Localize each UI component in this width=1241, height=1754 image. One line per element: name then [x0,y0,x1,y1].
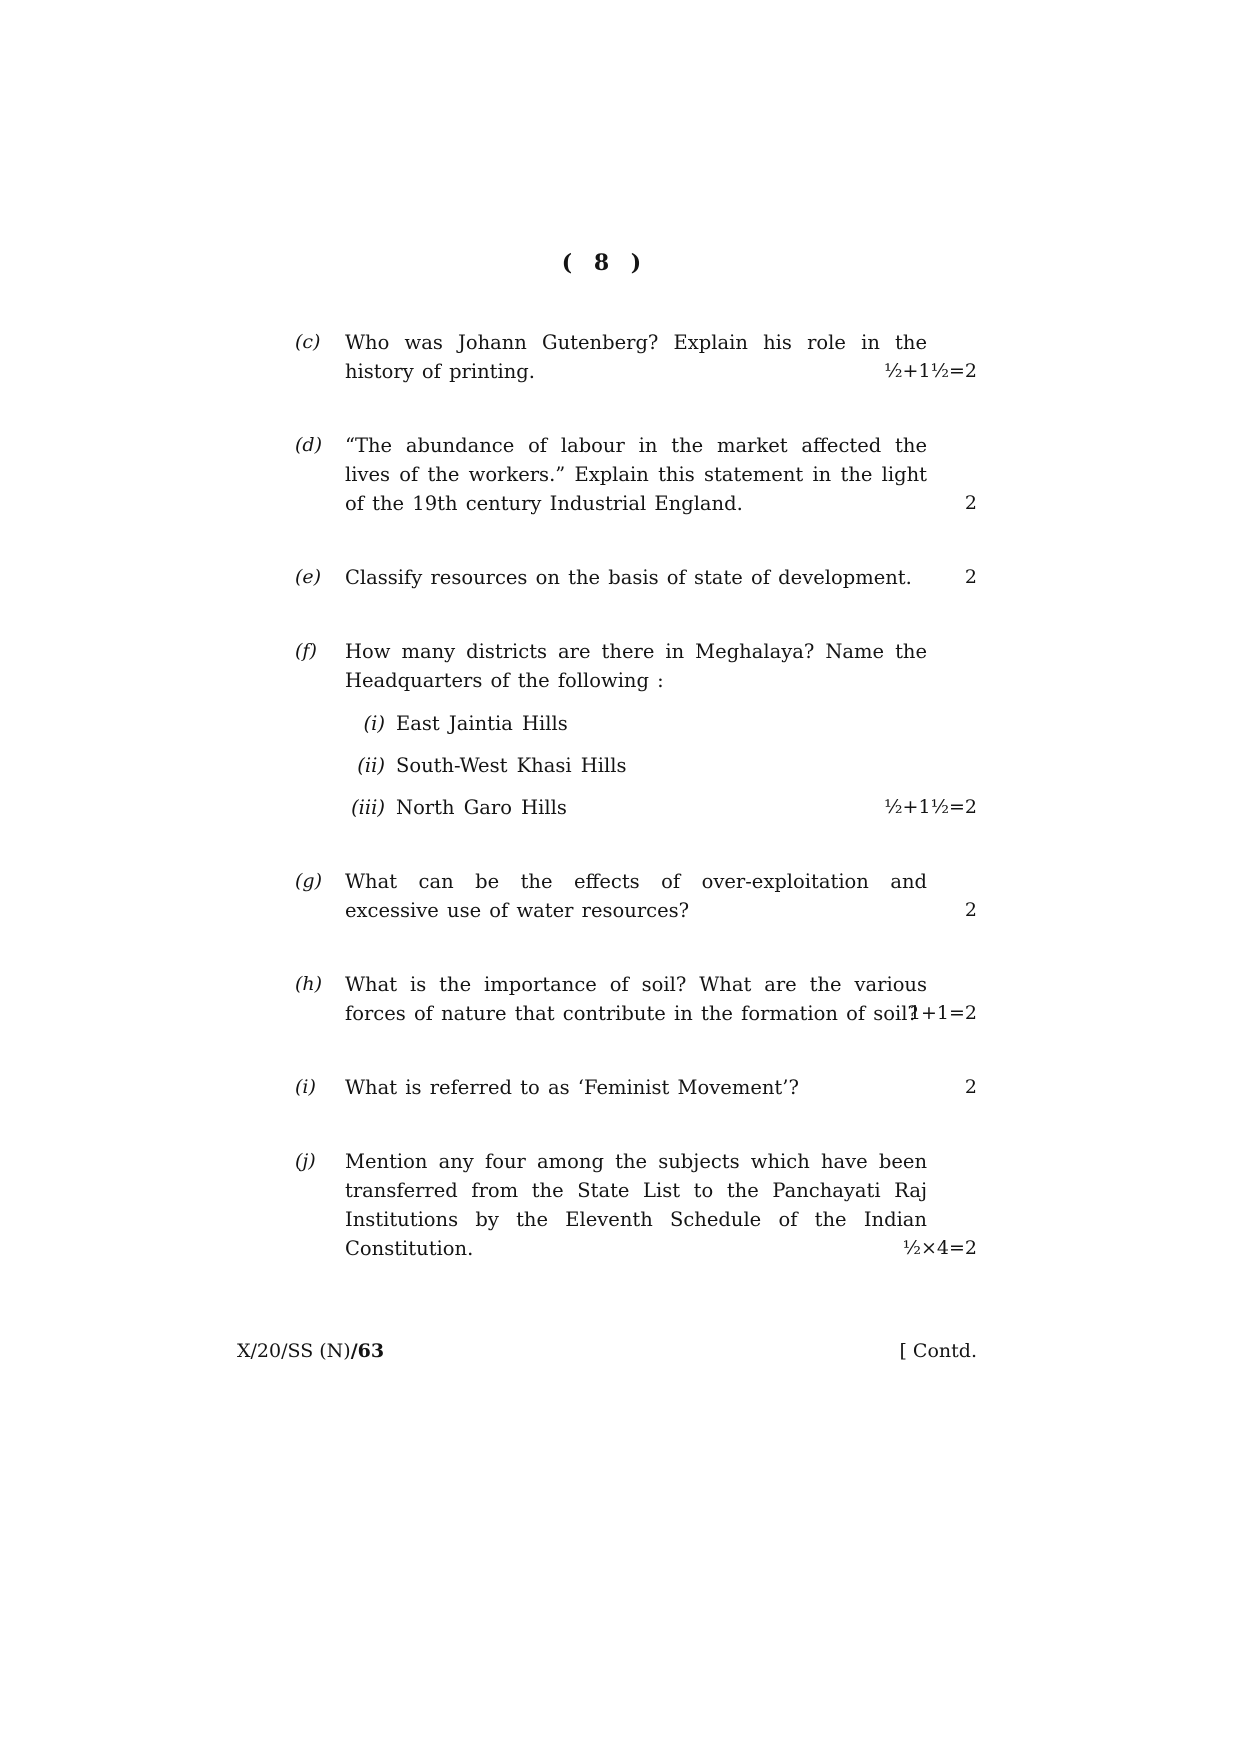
question-text: Mention any four among the subjects which have been transferred from the State List to the Panchayati Raj Institutions by the Eleventh Schedule of the Indian Constitution. [345,1150,927,1260]
question-body [345,867,977,925]
subitem-text: South-West Khasi Hills [396,754,627,777]
question-body [345,970,977,1028]
question-marks: 2 [964,566,977,588]
subitem-label: (ii) [357,754,385,777]
question-label: (g) [295,870,322,892]
question-body [345,563,977,592]
footer-paper-code-regular: X/20/SS (N) [237,1340,351,1362]
question-label: (e) [295,566,322,588]
question-text: What can be the effects of over-exploitation and excessive use of water resources? [345,870,927,922]
question-marks: 2 [964,492,977,514]
question-h [295,970,977,1028]
subitem-iii [345,793,977,822]
question-marks: ½+1½=2 [884,360,977,382]
question-i [295,1073,977,1102]
question-j [295,1147,977,1263]
question-marks: ½+1½=2 [884,796,977,818]
questions-section [295,328,977,1308]
footer-contd-label: [ Contd. [899,1340,977,1362]
question-f [295,637,977,822]
question-body [345,1073,977,1102]
question-text: What is referred to as ‘Feminist Movement’? [345,1076,799,1099]
subitem-text: East Jaintia Hills [396,712,568,735]
question-subitems [345,709,977,822]
question-marks: 2 [964,899,977,921]
question-body [345,328,977,386]
question-text: Classify resources on the basis of state of development. [345,566,912,589]
subitem-ii [345,751,977,780]
question-marks: 2 [964,1076,977,1098]
question-label: (c) [295,331,321,353]
question-text: “The abundance of labour in the market affected the lives of the workers.” Explain this statement in the light of the 19th century Industrial England. [345,434,927,515]
page-number: ( 8 ) [561,250,649,276]
question-e [295,563,977,592]
question-text: How many districts are there in Meghalaya? Name the Headquarters of the following : [345,640,927,692]
footer-paper-code-bold: /63 [350,1340,385,1362]
subitem-label: (i) [363,712,385,735]
question-text: Who was Johann Gutenberg? Explain his role in the history of printing. [345,331,927,383]
question-g [295,867,977,925]
subitem-text: North Garo Hills [396,796,567,819]
question-label: (h) [295,973,323,995]
question-marks: 1+1=2 [908,1002,977,1024]
question-body [345,1147,977,1263]
question-label: (f) [295,640,317,662]
subitem-label: (iii) [351,796,385,819]
question-body [345,637,977,822]
question-label: (i) [295,1076,316,1098]
question-label: (j) [295,1150,316,1172]
footer-paper-code [237,1338,384,1364]
question-c [295,328,977,386]
question-text: What is the importance of soil? What are the various forces of nature that contribute in the formation of soil? [345,973,927,1025]
question-marks: ½×4=2 [902,1237,977,1259]
page-footer [237,1338,977,1364]
question-d [295,431,977,518]
question-body [345,431,977,518]
question-label: (d) [295,434,322,456]
subitem-i [345,709,977,738]
